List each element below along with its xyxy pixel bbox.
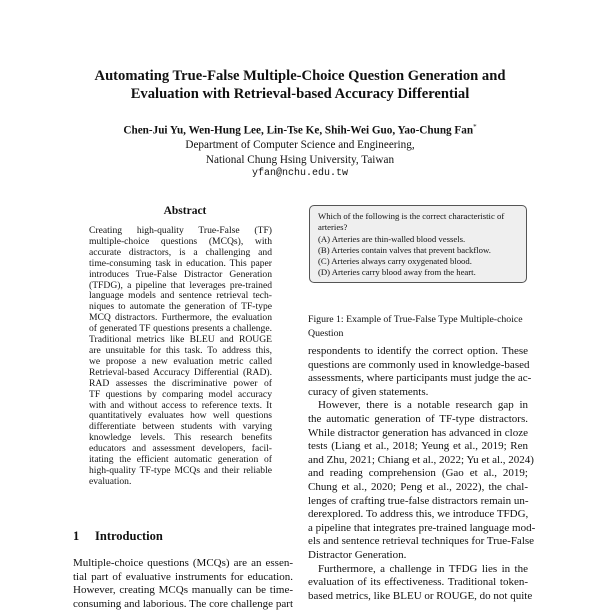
figure-question bbox=[318, 211, 518, 234]
text-line: els and sentence retrieval techniques for True-False bbox=[308, 535, 535, 548]
text-line: with and without access to reference texts. It bbox=[89, 399, 272, 411]
text-line: TF questions by comparing model accuracy bbox=[89, 388, 272, 400]
author-email: yfan@nchu.edu.tw bbox=[251, 168, 348, 180]
text-line: Retrieval-based Accuracy Differential (RAD). bbox=[89, 366, 272, 378]
text-line: questions are commonly used in knowledge-based bbox=[308, 358, 530, 371]
text-line: assessments, where participants must judge the ac- bbox=[308, 372, 532, 385]
text-line: Multiple-choice questions (MCQs) are an essen- bbox=[73, 557, 293, 569]
text-line: tial part of evaluative instruments for education. bbox=[73, 570, 293, 583]
author-block bbox=[0, 120, 600, 182]
text-line: educators and assessment developers, facil- bbox=[89, 443, 272, 455]
text-line: high-quality TF-type MCQs and their reliable bbox=[89, 464, 272, 476]
figure-caption bbox=[308, 313, 528, 341]
text-line: we propose a new evaluation metric called bbox=[89, 355, 272, 367]
text-line: consuming and laborious. The core challenge part bbox=[73, 597, 293, 610]
text-line: Traditional metrics like BLEU and ROUGE bbox=[89, 334, 272, 346]
text-line: introduces True-False Distractor Generation bbox=[89, 268, 272, 280]
text-line: a pipeline that integrates pre-trained language mod- bbox=[308, 521, 536, 534]
section-heading bbox=[73, 529, 163, 544]
abstract-heading: Abstract bbox=[163, 205, 207, 217]
caption-line: Figure 1: Example of True-False Type Multiple-choice bbox=[308, 314, 523, 325]
affiliation-line-2: National Chung Hsing University, Taiwan bbox=[205, 153, 395, 166]
text-line: are unsuitable for this task. To address this, bbox=[89, 344, 272, 356]
text-line: time-consuming task in education. This paper bbox=[89, 257, 272, 269]
text-line: lenges of crafting true-false distractors remain un- bbox=[308, 494, 529, 507]
affiliation-line-1: Department of Computer Science and Engineering, bbox=[185, 139, 415, 152]
title-line-2: Evaluation with Retrieval-based Accuracy Differential bbox=[130, 86, 470, 102]
text-line: Furthermore, a challenge in TFDG lies in the bbox=[318, 562, 528, 575]
section-number: 1 bbox=[73, 529, 80, 543]
corresponding-mark: * bbox=[473, 123, 477, 131]
text-line: differentiate between students with varying bbox=[89, 421, 272, 433]
figure-option-b: (B) Arteries contain valves that prevent backflow. bbox=[318, 244, 491, 255]
figure-option-c: (C) Arteries always carry oxygenated blood. bbox=[318, 256, 472, 267]
text-line: However, there is a notable research gap in bbox=[318, 399, 528, 412]
text-line: evaluation of its effectiveness. Traditional token- bbox=[308, 576, 528, 589]
text-line: language models and sentence retrieval tech- bbox=[89, 290, 272, 302]
text-line: respondents to identify the correct option. These bbox=[308, 345, 528, 357]
text-line: itating the efficient automatic generation of bbox=[89, 454, 272, 466]
text-line: Chung et al., 2020; Peng et al., 2022), the chal- bbox=[308, 480, 528, 493]
title-line-1: Automating True-False Multiple-Choice Question Generation and bbox=[94, 68, 506, 84]
text-line: While distractor generation has advanced in cloze bbox=[308, 426, 528, 439]
text-line: multiple-choice questions (MCQs), with bbox=[89, 235, 272, 247]
text-line: tests (Liang et al., 2018; Yeung et al., 2019; Ren bbox=[308, 440, 528, 453]
intro-left-column bbox=[73, 557, 293, 611]
figure-option-a: (A) Arteries are thin-walled blood vessels. bbox=[318, 233, 466, 244]
text-line: However, creating MCQs manually can be time- bbox=[73, 584, 293, 597]
text-line: MCQ distractors. Furthermore, the evaluation bbox=[89, 312, 272, 324]
text-line: of generated TF questions presents a challenge. bbox=[89, 323, 272, 335]
text-line: derexplored. To address this, we introduce TFDG, bbox=[308, 508, 529, 521]
text-line: quantitatively evaluates how well questions bbox=[89, 410, 272, 422]
text-line: evaluation. bbox=[89, 475, 132, 487]
paper-title bbox=[0, 67, 600, 103]
text-line: RAD assesses the discriminative power of bbox=[89, 377, 272, 389]
figure-example-box bbox=[309, 205, 527, 283]
figure-question-line: Which of the following is the correct characteristic of bbox=[318, 211, 505, 221]
abstract-body bbox=[89, 226, 272, 488]
text-line: and Zhu, 2021; Chiang et al., 2022; Yu et al., 2024) bbox=[308, 453, 534, 466]
text-line: and reading comprehension (Gao et al., 2019; bbox=[308, 467, 528, 480]
text-line: Distractor Generation. bbox=[308, 548, 407, 561]
figure-question-line: arteries? bbox=[318, 222, 348, 233]
intro-right-column bbox=[308, 345, 536, 603]
text-line: knowledge levels. This research benefits bbox=[89, 432, 272, 444]
author-names: Chen-Jui Yu, Wen-Hung Lee, Lin-Tse Ke, Shih-Wei Guo, Yao-Chung Fan bbox=[123, 124, 474, 137]
text-line: accurate distractors, is a challenging and bbox=[89, 246, 272, 258]
text-line: curacy of given statements. bbox=[308, 385, 429, 398]
text-line: (TFDG), a pipeline that leverages pre-trained bbox=[89, 279, 272, 291]
text-line: Creating high-quality True-False (TF) bbox=[89, 225, 272, 236]
figure-option-d: (D) Arteries carry blood away from the heart. bbox=[318, 267, 476, 278]
section-title: Introduction bbox=[95, 529, 163, 543]
caption-line: Question bbox=[308, 328, 344, 339]
text-line: the automatic generation of TF-type distractors. bbox=[308, 412, 528, 425]
text-line: niques to automate the generation of TF-type bbox=[89, 301, 272, 313]
text-line: based metrics, like BLEU or ROUGE, do not quite bbox=[308, 589, 533, 602]
